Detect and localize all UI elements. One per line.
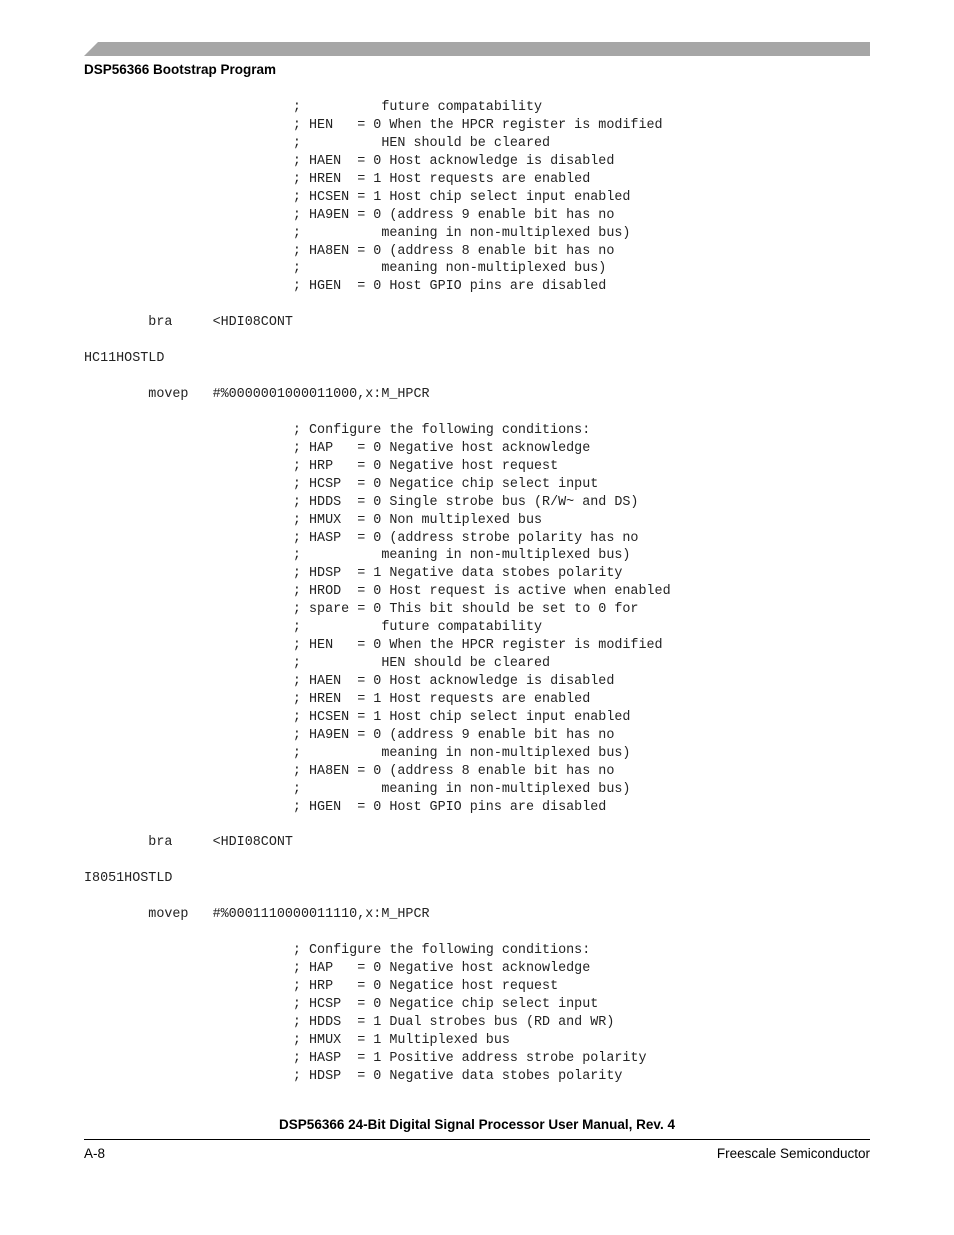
code-line: bra <HDI08CONT: [84, 315, 293, 331]
code-line: HC11HOSTLD: [84, 351, 165, 367]
code-line: [84, 404, 864, 422]
code-line: ; future compatability: [84, 620, 543, 636]
code-line: ; HDSP = 1 Negative data stobes polarity: [84, 566, 623, 582]
code-line: ; HGEN = 0 Host GPIO pins are disabled: [84, 279, 607, 295]
code-line: ; HGEN = 0 Host GPIO pins are disabled: [84, 799, 607, 815]
code-line: ; HASP = 0 (address strobe polarity has no: [84, 530, 639, 546]
footer-divider: [84, 1139, 870, 1140]
code-line: ; Configure the following conditions:: [84, 943, 591, 959]
code-line: movep #%0001110000011110,x:M_HPCR: [84, 907, 430, 923]
code-line: ; meaning non-multiplexed bus): [84, 261, 607, 277]
code-line: ; HREN = 1 Host requests are enabled: [84, 171, 591, 187]
code-line: movep #%0000001000011000,x:M_HPCR: [84, 387, 430, 402]
page-number: A-8: [84, 1146, 106, 1161]
code-line: ; HA9EN = 0 (address 9 enable bit has no: [84, 727, 615, 743]
code-line: ; HREN = 1 Host requests are enabled: [84, 691, 591, 707]
code-line: ; HAEN = 0 Host acknowledge is disabled: [84, 153, 615, 169]
manual-title: DSP56366 24-Bit Digital Signal Processor User Manual, Rev. 4: [279, 1117, 675, 1132]
company-name: Freescale Semiconductor: [716, 1146, 870, 1161]
code-line: ; HRP = 0 Negative host request: [84, 458, 559, 474]
code-line: ; spare = 0 This bit should be set to 0 for: [84, 602, 639, 618]
code-line: ; HDSP = 0 Negative data stobes polarity: [84, 1068, 623, 1084]
code-line: ; HCSP = 0 Negatice chip select input: [84, 996, 599, 1012]
code-line: ; meaning in non-multiplexed bus): [84, 225, 631, 241]
code-line: ; meaning in non-multiplexed bus): [84, 745, 631, 761]
code-line: [84, 924, 864, 942]
code-line: ; HEN = 0 When the HPCR register is modified: [84, 638, 663, 654]
code-line: ; HAP = 0 Negative host acknowledge: [84, 961, 591, 976]
code-line: ; HMUX = 0 Non multiplexed bus: [84, 512, 543, 528]
code-line: ; HASP = 1 Positive address strobe polarity: [84, 1050, 647, 1066]
code-line: ; Configure the following conditions:: [84, 422, 591, 438]
code-listing: [84, 99, 864, 1086]
code-line: [84, 852, 864, 870]
code-line: ; HRP = 0 Negatice host request: [84, 978, 559, 994]
code-line: ; HA8EN = 0 (address 8 enable bit has no: [84, 243, 615, 259]
code-line: ; future compatability: [84, 100, 543, 115]
code-line: ; HCSP = 0 Negatice chip select input: [84, 476, 599, 492]
code-line: I8051HOSTLD: [84, 871, 173, 887]
code-line: ; HEN should be cleared: [84, 135, 551, 151]
code-line: ; HCSEN = 1 Host chip select input enabled: [84, 709, 631, 725]
code-line: ; HEN = 0 When the HPCR register is modified: [84, 117, 663, 133]
code-line: ; HROD = 0 Host request is active when enabled: [84, 584, 671, 600]
code-line: [84, 817, 864, 835]
code-line: ; HCSEN = 1 Host chip select input enabled: [84, 189, 631, 205]
code-line: ; HMUX = 1 Multiplexed bus: [84, 1032, 510, 1048]
code-line: [84, 296, 864, 314]
code-line: ; HDDS = 0 Single strobe bus (R/W~ and DS): [84, 494, 639, 510]
code-line: ; meaning in non-multiplexed bus): [84, 781, 631, 797]
header-decorative-bar: [84, 42, 870, 56]
code-line: ; HA9EN = 0 (address 9 enable bit has no: [84, 207, 615, 223]
code-line: ; meaning in non-multiplexed bus): [84, 548, 631, 564]
code-line: [84, 888, 864, 906]
code-line: ; HAP = 0 Negative host acknowledge: [84, 440, 591, 456]
code-line: bra <HDI08CONT: [84, 835, 293, 851]
code-line: ; HAEN = 0 Host acknowledge is disabled: [84, 674, 615, 689]
section-title: DSP56366 Bootstrap Program: [84, 62, 277, 77]
code-line: [84, 332, 864, 350]
code-line: ; HA8EN = 0 (address 8 enable bit has no: [84, 763, 615, 779]
code-line: [84, 368, 864, 386]
code-line: ; HDDS = 1 Dual strobes bus (RD and WR): [84, 1014, 615, 1030]
code-line: ; HEN should be cleared: [84, 656, 551, 672]
